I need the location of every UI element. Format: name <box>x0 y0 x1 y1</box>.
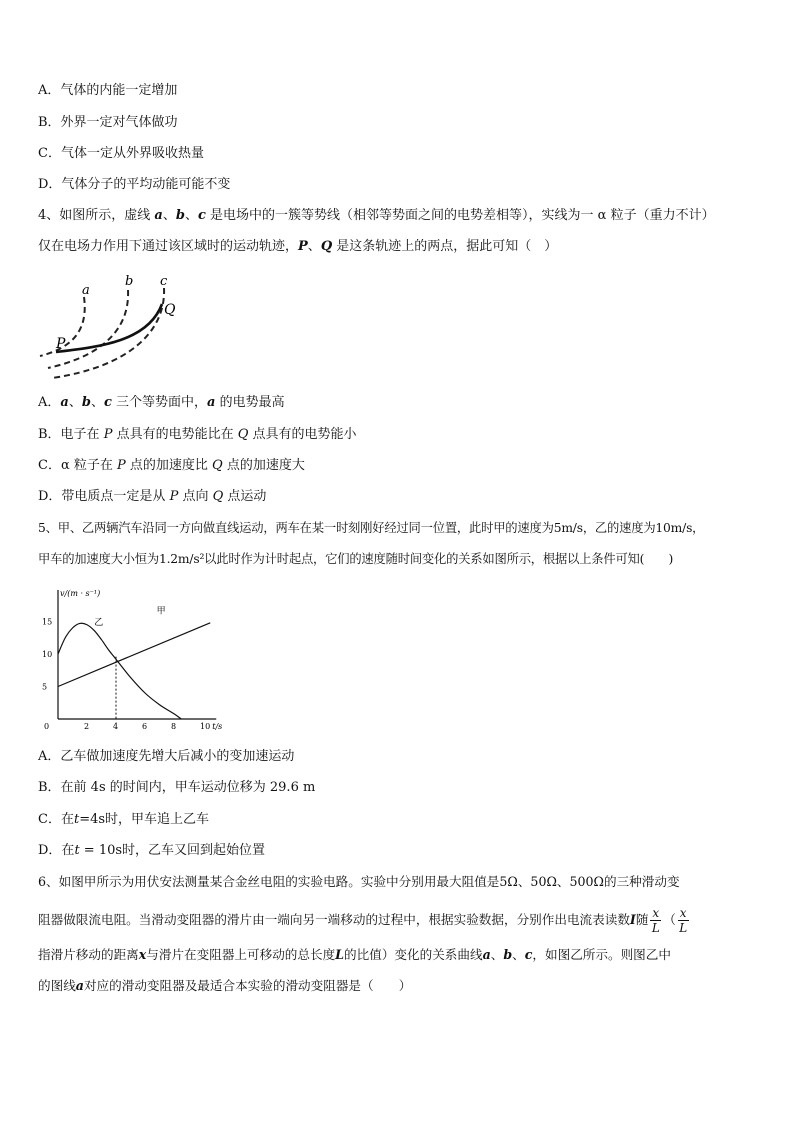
equipotential-line-c <box>52 288 164 378</box>
q6-line1: 6、如图甲所示为用伏安法测量某合金丝电阻的实验电路。实验中分别用最大阻值是5Ω、50Ω、500Ω的三种滑动变 <box>38 874 680 889</box>
equipotential-line-b <box>48 290 128 368</box>
series-line-yi <box>58 623 181 719</box>
q5-option-d: D．在t = 10s时，乙车又回到起始位置 <box>38 843 266 858</box>
q6-line4: 的图线a对应的滑动变阻器及最适合本实验的滑动变阻器是（ ） <box>38 978 412 993</box>
label-b: b <box>125 274 134 289</box>
q6-line3: 指滑片移动的距离x与滑片在变阻器上可移动的总长度L的比值）变化的关系曲线a、b、c，如图乙所示。则图乙中 <box>38 947 671 962</box>
y-axis-label: v/(m · s⁻¹) <box>60 589 101 598</box>
q4-stem-line1: 4、如图所示，虚线 a、b、c 是电场中的一簇等势线（相邻等势面之间的电势差相等），实线为一 α 粒子（重力不计） <box>38 208 715 223</box>
x-axis-label: t/s <box>212 722 223 731</box>
x-tick-label: 4 <box>113 722 119 731</box>
q4-option-b: B．电子在 P 点具有的电势能比在 Q 点具有的电势能小 <box>38 427 357 442</box>
x-tick-label: 6 <box>142 722 148 731</box>
label-p: P <box>56 336 66 352</box>
y-tick-label: 15 <box>42 617 53 627</box>
q4-stem-line2: 仅在电场力作用下通过该区域时的运动轨迹，P、Q 是这条轨迹上的两点，据此可知（ ） <box>38 239 558 254</box>
fraction-x-over-l: $\frac{x}{L}$ <box>651 906 660 935</box>
series-line-jia <box>58 623 210 687</box>
label-q: Q <box>164 302 176 318</box>
q3-option-a: A．气体的内能一定增加 <box>38 83 178 98</box>
q5-option-b: B．在前 4s 的时间内，甲车运动位移为 29.6 m <box>38 780 316 795</box>
q3-option-d: D．气体分子的平均动能可能不变 <box>38 177 231 192</box>
velocity-time-chart <box>36 584 223 734</box>
q3-option-c: C．气体一定从外界吸收热量 <box>38 146 204 161</box>
q4-option-a: A．a、b、c 三个等势面中，a 的电势最高 <box>38 395 285 410</box>
q4-option-d: D．带电质点一定是从 P 点向 Q 点运动 <box>38 489 267 504</box>
y-tick-label: 5 <box>42 682 48 692</box>
label-a: a <box>82 283 90 298</box>
q6-line2: 阻器做限流电阻。当滑动变阻器的滑片由一端向另一端移动的过程中，根据实验数据，分别作出电流表读数I随 $\frac{x}{L}$ （ $\frac{x}{L}$ <box>38 906 688 935</box>
q5-stem-line1: 5、甲、乙两辆汽车沿同一方向做直线运动，两车在某一时刻刚好经过同一位置，此时甲的速度为5m/s，乙的速度为10m/s， <box>38 521 705 535</box>
q3-option-b: B．外界一定对气体做功 <box>38 115 178 130</box>
trajectory-curve <box>56 304 162 352</box>
equipotential-figure <box>38 272 188 382</box>
y-tick-label: 10 <box>42 650 53 659</box>
fraction-x-over-l-2: $\frac{x}{L}$ <box>679 906 688 935</box>
q4-option-c: C．α 粒子在 P 点的加速度比 Q 点的加速度大 <box>38 458 305 473</box>
q5-stem-line2: 甲车的加速度大小恒为1.2m/s²以此时作为计时起点，它们的速度随时间变化的关系如图所示，根据以上条件可知( ) <box>38 552 674 566</box>
series-label-jia: 甲 <box>156 606 166 617</box>
x-tick-label: 10 <box>200 722 211 731</box>
q5-option-a: A．乙车做加速度先增大后减小的变加速运动 <box>38 749 295 764</box>
x-tick-label: 2 <box>84 722 90 731</box>
series-label-yi: 乙 <box>94 617 104 628</box>
q5-option-c: C．在t=4s时，甲车追上乙车 <box>38 812 210 827</box>
label-c: c <box>160 274 168 289</box>
x-tick-label: 8 <box>171 722 177 731</box>
x-tick-label: 0 <box>44 722 50 731</box>
